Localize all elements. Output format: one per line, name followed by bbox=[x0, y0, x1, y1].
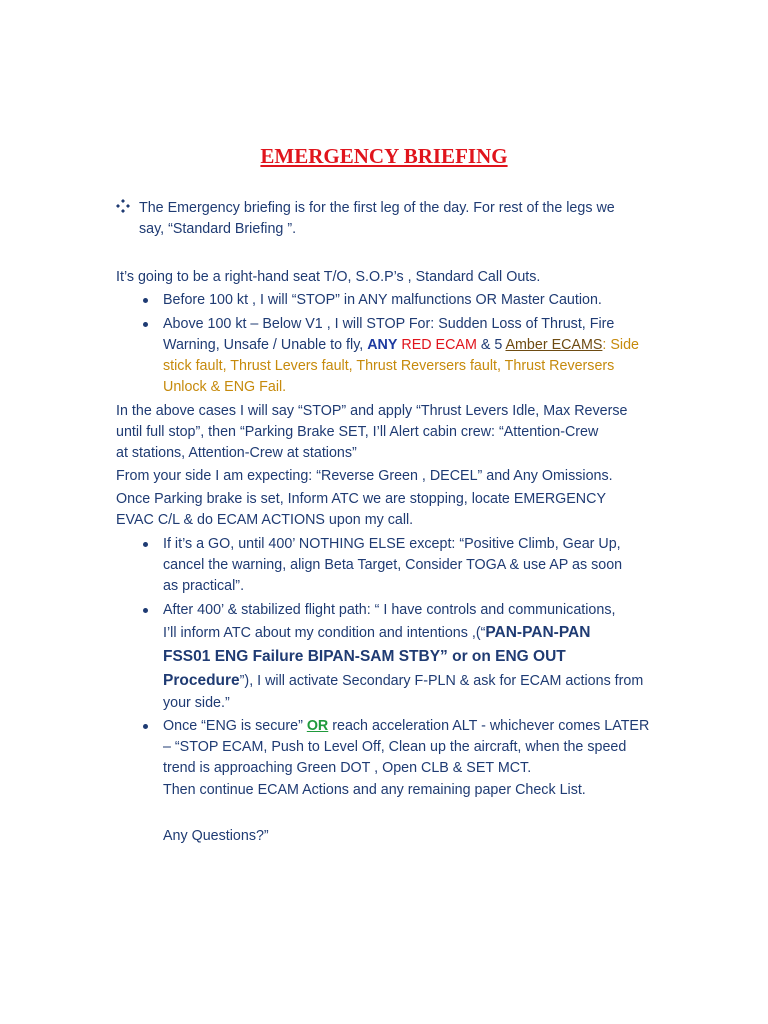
intro-paragraph bbox=[139, 198, 615, 240]
round-dot-bullet-icon bbox=[143, 724, 148, 729]
amber-ecams-text: Amber ECAMS bbox=[505, 337, 603, 353]
paragraph-line: In the above cases I will say “STOP” and apply “Thrust Levers Idle, Max Reverse bbox=[116, 403, 628, 419]
bullet-line: – “STOP ECAM, Push to Level Off, Clean up the aircraft, when the speed bbox=[163, 739, 627, 755]
text-span: I’ll inform ATC about my condition and intentions ,(“ bbox=[163, 625, 486, 641]
bullet-line bbox=[163, 669, 683, 693]
bullet-line: FSS01 ENG Failure BIPAN-SAM STBY” or on ENG OUT bbox=[163, 648, 566, 665]
text-span: reach acceleration ALT - whichever comes LATER bbox=[328, 718, 650, 734]
paragraph-line: until full stop”, then “Parking Brake SET, I’ll Alert cabin crew: “Attention-Crew bbox=[116, 424, 599, 440]
amber-text: : Side bbox=[602, 337, 639, 353]
round-dot-bullet-icon bbox=[143, 608, 148, 613]
bullet-line: cancel the warning, align Beta Target, Consider TOGA & use AP as soon bbox=[163, 557, 623, 573]
or-emphasis: OR bbox=[306, 718, 329, 734]
round-dot-bullet-icon bbox=[143, 298, 148, 303]
bullet-line bbox=[163, 621, 683, 645]
seat-line: It’s going to be a right-hand seat T/O, S.O.P’s , Standard Call Outs. bbox=[116, 269, 541, 285]
stop-procedure-paragraph bbox=[116, 401, 627, 464]
page-title: EMERGENCY BRIEFING bbox=[260, 144, 508, 168]
bullet-line: stick fault, Thrust Levers fault, Thrust Reversers fault, Thrust Reversers bbox=[163, 358, 615, 374]
intro-line: The Emergency briefing is for the first leg of the day. For rest of the legs we bbox=[139, 200, 615, 216]
bullet-after-400ft bbox=[163, 600, 683, 714]
procedure-text: Procedure bbox=[163, 672, 240, 689]
any-emphasis: ANY bbox=[367, 337, 398, 353]
round-dot-bullet-icon bbox=[143, 542, 148, 547]
bullet-line: After 400’ & stabilized flight path: “ I have controls and communications, bbox=[163, 602, 616, 618]
text-span: Once “ENG is secure” bbox=[163, 718, 307, 734]
paragraph-line: at stations, Attention-Crew at stations” bbox=[116, 445, 357, 461]
bullet-line: Unlock & ENG Fail. bbox=[163, 379, 287, 395]
red-ecam-text: RED ECAM bbox=[397, 337, 477, 353]
text-span: ”), I will activate Secondary F-PLN & ask for ECAM actions from bbox=[239, 673, 644, 689]
bullet-eng-secure bbox=[163, 716, 683, 847]
bullet-line: Above 100 kt – Below V1 , I will STOP For: Sudden Loss of Thrust, Fire bbox=[163, 316, 615, 332]
intro-line: say, “Standard Briefing ”. bbox=[139, 221, 297, 237]
bullet-line bbox=[163, 716, 683, 737]
bullet-before-100kt: Before 100 kt , I will “STOP” in ANY malfunctions OR Master Caution. bbox=[163, 292, 602, 308]
bullet-line: your side.” bbox=[163, 695, 230, 711]
round-dot-bullet-icon bbox=[143, 322, 148, 327]
bullet-line: trend is approaching Green DOT , Open CLB & SET MCT. bbox=[163, 760, 532, 776]
bullet-line: Then continue ECAM Actions and any remaining paper Check List. bbox=[163, 782, 586, 798]
bullet-line: If it’s a GO, until 400’ NOTHING ELSE except: “Positive Climb, Gear Up, bbox=[163, 536, 621, 552]
bullet-line bbox=[163, 335, 639, 356]
text-span: Warning, Unsafe / Unable to fly, bbox=[163, 337, 368, 353]
parking-brake-paragraph bbox=[116, 489, 606, 531]
bullet-go-case bbox=[163, 534, 622, 597]
paragraph-line: EVAC C/L & do ECAM ACTIONS upon my call. bbox=[116, 512, 414, 528]
pan-pan-text: PAN-PAN-PAN bbox=[485, 624, 591, 641]
text-span: & 5 bbox=[476, 337, 506, 353]
bullet-above-100kt bbox=[163, 314, 639, 398]
four-diamond-bullet-icon bbox=[116, 199, 130, 213]
bullet-line: as practical”. bbox=[163, 578, 245, 594]
paragraph-line: Once Parking brake is set, Inform ATC we are stopping, locate EMERGENCY bbox=[116, 491, 606, 507]
expectation-line: From your side I am expecting: “Reverse Green , DECEL” and Any Omissions. bbox=[116, 468, 613, 484]
closing-question: Any Questions?” bbox=[163, 828, 269, 844]
